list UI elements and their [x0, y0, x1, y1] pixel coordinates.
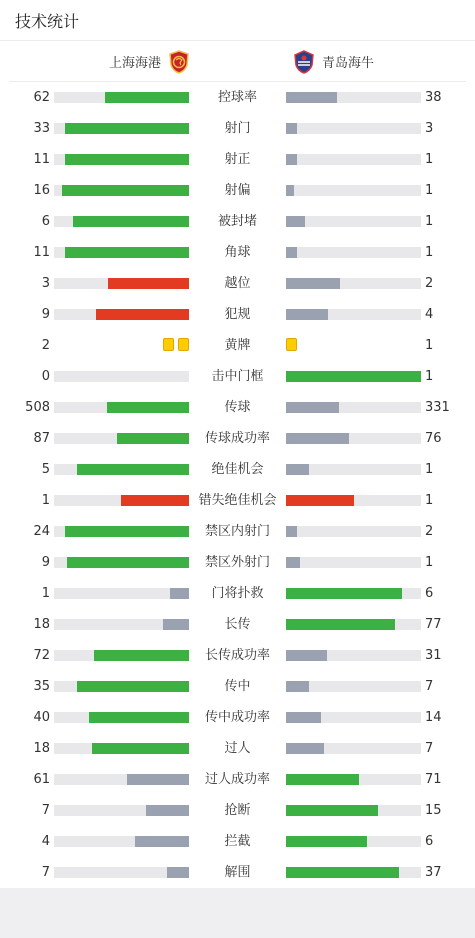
- away-bar-track: [286, 526, 421, 537]
- away-bar-track: [286, 836, 421, 847]
- stat-row: [0, 640, 475, 671]
- away-bar-track: [286, 185, 421, 196]
- home-bar-track: [54, 867, 189, 878]
- away-value: 3: [425, 121, 434, 136]
- home-bar-fill: [62, 185, 189, 196]
- away-value: 38: [425, 90, 442, 105]
- home-team-logo: [167, 50, 191, 74]
- away-value: 1: [425, 245, 434, 260]
- home-value: 7: [41, 865, 50, 880]
- stat-label: 传球: [224, 400, 251, 415]
- away-value: 14: [425, 710, 442, 725]
- stat-label: 击中门框: [211, 369, 264, 384]
- away-value: 331: [425, 400, 450, 415]
- away-bar-fill: [286, 402, 339, 413]
- away-value: 1: [425, 462, 434, 477]
- away-value: 1: [425, 493, 434, 508]
- away-bar-track: [286, 154, 421, 165]
- home-value: 61: [33, 772, 50, 787]
- home-value: 87: [33, 431, 50, 446]
- away-bar-fill: [286, 185, 294, 196]
- away-bar-track: [286, 433, 421, 444]
- away-team[interactable]: [292, 41, 374, 82]
- home-bar-track: [54, 278, 189, 289]
- home-bar-track: [54, 681, 189, 692]
- home-bar-fill: [167, 867, 189, 878]
- home-bar-track: [54, 774, 189, 785]
- home-value: 11: [33, 152, 50, 167]
- away-bar-track: [286, 588, 421, 599]
- home-value: 2: [41, 338, 50, 353]
- home-value: 18: [33, 617, 50, 632]
- away-bar-fill: [286, 588, 402, 599]
- home-bar-track: [54, 557, 189, 568]
- home-value: 24: [33, 524, 50, 539]
- stat-row: [0, 423, 475, 454]
- home-bar-fill: [65, 247, 189, 258]
- home-value: 7: [41, 803, 50, 818]
- away-value: 2: [425, 524, 434, 539]
- yellow-card-icon: [178, 338, 189, 351]
- away-value: 6: [425, 834, 434, 849]
- stat-label: 过人: [224, 741, 251, 756]
- stat-row: [0, 330, 475, 361]
- header: [0, 0, 475, 41]
- home-value: 5: [41, 462, 50, 477]
- stat-label: 角球: [224, 245, 251, 260]
- teams-header: [9, 41, 466, 82]
- home-bar-fill: [135, 836, 189, 847]
- home-bar-track: [54, 371, 189, 382]
- home-bar-track: [54, 185, 189, 196]
- away-value: 15: [425, 803, 442, 818]
- away-bar-fill: [286, 650, 327, 661]
- home-bar-fill: [77, 464, 189, 475]
- away-bar-fill: [286, 743, 324, 754]
- home-bar-track: [54, 526, 189, 537]
- away-bar-track: [286, 309, 421, 320]
- stat-label: 射正: [224, 152, 251, 167]
- away-bar-track: [286, 650, 421, 661]
- home-bar-fill: [127, 774, 189, 785]
- away-bar-track: [286, 557, 421, 568]
- away-bar-fill: [286, 433, 349, 444]
- away-bar-track: [286, 681, 421, 692]
- away-bar-track: [286, 371, 421, 382]
- away-bar-track: [286, 867, 421, 878]
- away-bar-track: [286, 278, 421, 289]
- away-bar-track: [286, 464, 421, 475]
- page-title: 技术统计: [15, 11, 80, 31]
- stats-list: [0, 82, 475, 888]
- away-bar-track: [286, 92, 421, 103]
- away-bar-fill: [286, 464, 309, 475]
- home-bar-fill: [117, 433, 189, 444]
- home-team-name: 上海海港: [108, 56, 161, 71]
- away-bar-track: [286, 619, 421, 630]
- away-bar-track: [286, 402, 421, 413]
- home-bar-track: [54, 123, 189, 134]
- stat-row: [0, 299, 475, 330]
- away-bar-fill: [286, 216, 305, 227]
- away-bar-fill: [286, 495, 354, 506]
- stat-label: 绝佳机会: [211, 462, 264, 477]
- stat-row: [0, 237, 475, 268]
- home-bar-track: [54, 650, 189, 661]
- home-bar-track: [54, 216, 189, 227]
- away-value: 71: [425, 772, 442, 787]
- stat-label: 传中: [224, 679, 251, 694]
- away-bar-track: [286, 743, 421, 754]
- stat-row: [0, 795, 475, 826]
- away-bar-fill: [286, 681, 309, 692]
- home-bar-fill: [170, 588, 189, 599]
- away-bar-fill: [286, 712, 321, 723]
- away-bar-fill: [286, 867, 399, 878]
- home-bar-track: [54, 309, 189, 320]
- away-value: 76: [425, 431, 442, 446]
- away-bar-fill: [286, 774, 359, 785]
- away-value: 2: [425, 276, 434, 291]
- home-value: 0: [41, 369, 50, 384]
- home-value: 9: [41, 555, 50, 570]
- stat-label: 被封堵: [217, 214, 257, 229]
- stat-label: 拦截: [224, 834, 251, 849]
- stat-label: 犯规: [224, 307, 251, 322]
- yellow-card-icon: [163, 338, 174, 351]
- away-bar-track: [286, 216, 421, 227]
- away-value: 31: [425, 648, 442, 663]
- stat-label: 门将扑救: [211, 586, 264, 601]
- home-team[interactable]: [109, 41, 191, 82]
- home-bar-track: [54, 154, 189, 165]
- stat-label: 越位: [224, 276, 251, 291]
- stat-label: 射门: [224, 121, 251, 136]
- away-value: 1: [425, 214, 434, 229]
- home-bar-fill: [73, 216, 189, 227]
- home-bar-fill: [121, 495, 189, 506]
- away-bar-track: [286, 774, 421, 785]
- away-value: 37: [425, 865, 442, 880]
- stat-label: 传中成功率: [204, 710, 270, 725]
- away-bar-track: [286, 712, 421, 723]
- yellow-card-icon: [286, 338, 297, 351]
- away-bar-fill: [286, 92, 337, 103]
- home-bar-fill: [65, 123, 189, 134]
- stat-row: [0, 764, 475, 795]
- home-bar-track: [54, 495, 189, 506]
- stat-label: 抢断: [224, 803, 251, 818]
- home-bar-fill: [94, 650, 189, 661]
- home-bar-fill: [146, 805, 189, 816]
- home-bar-fill: [67, 557, 189, 568]
- stat-label: 禁区内射门: [204, 524, 270, 539]
- stat-row: [0, 857, 475, 888]
- away-value: 1: [425, 369, 434, 384]
- home-bar-fill: [107, 402, 189, 413]
- home-value: 62: [33, 90, 50, 105]
- away-bar-fill: [286, 805, 378, 816]
- home-value: 1: [41, 493, 50, 508]
- away-value: 1: [425, 183, 434, 198]
- away-bar-fill: [286, 557, 300, 568]
- away-value: 7: [425, 679, 434, 694]
- stat-row: [0, 361, 475, 392]
- home-bar-track: [54, 92, 189, 103]
- stat-row: [0, 702, 475, 733]
- home-bar-track: [54, 805, 189, 816]
- away-value: 4: [425, 307, 434, 322]
- stat-row: [0, 206, 475, 237]
- home-bar-track: [54, 247, 189, 258]
- stat-label: 长传: [224, 617, 251, 632]
- stat-row: [0, 82, 475, 113]
- home-bar-fill: [65, 154, 189, 165]
- home-value: 18: [33, 741, 50, 756]
- stat-label: 长传成功率: [204, 648, 270, 663]
- away-value: 77: [425, 617, 442, 632]
- stat-row: [0, 144, 475, 175]
- away-bar-track: [286, 123, 421, 134]
- away-bar-fill: [286, 371, 421, 382]
- home-bar-track: [54, 588, 189, 599]
- home-bar-track: [54, 712, 189, 723]
- away-team-name: 青岛海牛: [322, 56, 375, 71]
- away-value: 6: [425, 586, 434, 601]
- away-bar-fill: [286, 309, 328, 320]
- stat-label: 过人成功率: [204, 772, 270, 787]
- stat-label: 错失绝佳机会: [198, 493, 277, 508]
- stat-row: [0, 733, 475, 764]
- stat-label: 射偏: [224, 183, 251, 198]
- home-cards: [163, 338, 189, 352]
- home-bar-fill: [105, 92, 189, 103]
- stat-row: [0, 826, 475, 857]
- away-bar-fill: [286, 123, 297, 134]
- home-value: 1: [41, 586, 50, 601]
- home-value: 35: [33, 679, 50, 694]
- home-bar-track: [54, 743, 189, 754]
- stat-row: [0, 547, 475, 578]
- stat-label: 解围: [224, 865, 251, 880]
- away-bar-fill: [286, 526, 297, 537]
- home-bar-fill: [89, 712, 189, 723]
- home-bar-track: [54, 402, 189, 413]
- home-value: 6: [41, 214, 50, 229]
- home-value: 33: [33, 121, 50, 136]
- stat-row: [0, 268, 475, 299]
- home-value: 4: [41, 834, 50, 849]
- stat-row: [0, 175, 475, 206]
- home-bar-fill: [77, 681, 189, 692]
- home-bar-fill: [163, 619, 189, 630]
- home-value: 9: [41, 307, 50, 322]
- away-bar-fill: [286, 278, 340, 289]
- stat-row: [0, 516, 475, 547]
- away-bar-track: [286, 247, 421, 258]
- away-team-logo: [292, 50, 316, 74]
- away-bar-track: [286, 805, 421, 816]
- stat-row: [0, 578, 475, 609]
- home-bar-track: [54, 836, 189, 847]
- away-cards: [286, 338, 297, 352]
- stat-label: 禁区外射门: [204, 555, 270, 570]
- home-value: 40: [33, 710, 50, 725]
- stat-label: 黄牌: [224, 338, 251, 353]
- away-bar-fill: [286, 154, 297, 165]
- away-bar-fill: [286, 836, 367, 847]
- home-bar-track: [54, 433, 189, 444]
- stat-label: 控球率: [217, 90, 257, 105]
- home-bar-track: [54, 464, 189, 475]
- home-value: 16: [33, 183, 50, 198]
- home-bar-fill: [96, 309, 189, 320]
- home-value: 72: [33, 648, 50, 663]
- home-bar-fill: [108, 278, 189, 289]
- home-bar-track: [54, 619, 189, 630]
- away-bar-fill: [286, 619, 395, 630]
- home-bar-fill: [65, 526, 189, 537]
- stat-row: [0, 671, 475, 702]
- home-value: 508: [25, 400, 50, 415]
- stat-label: 传球成功率: [204, 431, 270, 446]
- away-value: 7: [425, 741, 434, 756]
- home-bar-fill: [92, 743, 189, 754]
- away-bar-fill: [286, 247, 297, 258]
- away-value: 1: [425, 555, 434, 570]
- stat-row: [0, 113, 475, 144]
- stat-row: [0, 609, 475, 640]
- away-bar-track: [286, 495, 421, 506]
- stat-row: [0, 392, 475, 423]
- away-value: 1: [425, 338, 434, 353]
- home-value: 3: [41, 276, 50, 291]
- stat-row: [0, 485, 475, 516]
- stat-row: [0, 454, 475, 485]
- away-value: 1: [425, 152, 434, 167]
- home-value: 11: [33, 245, 50, 260]
